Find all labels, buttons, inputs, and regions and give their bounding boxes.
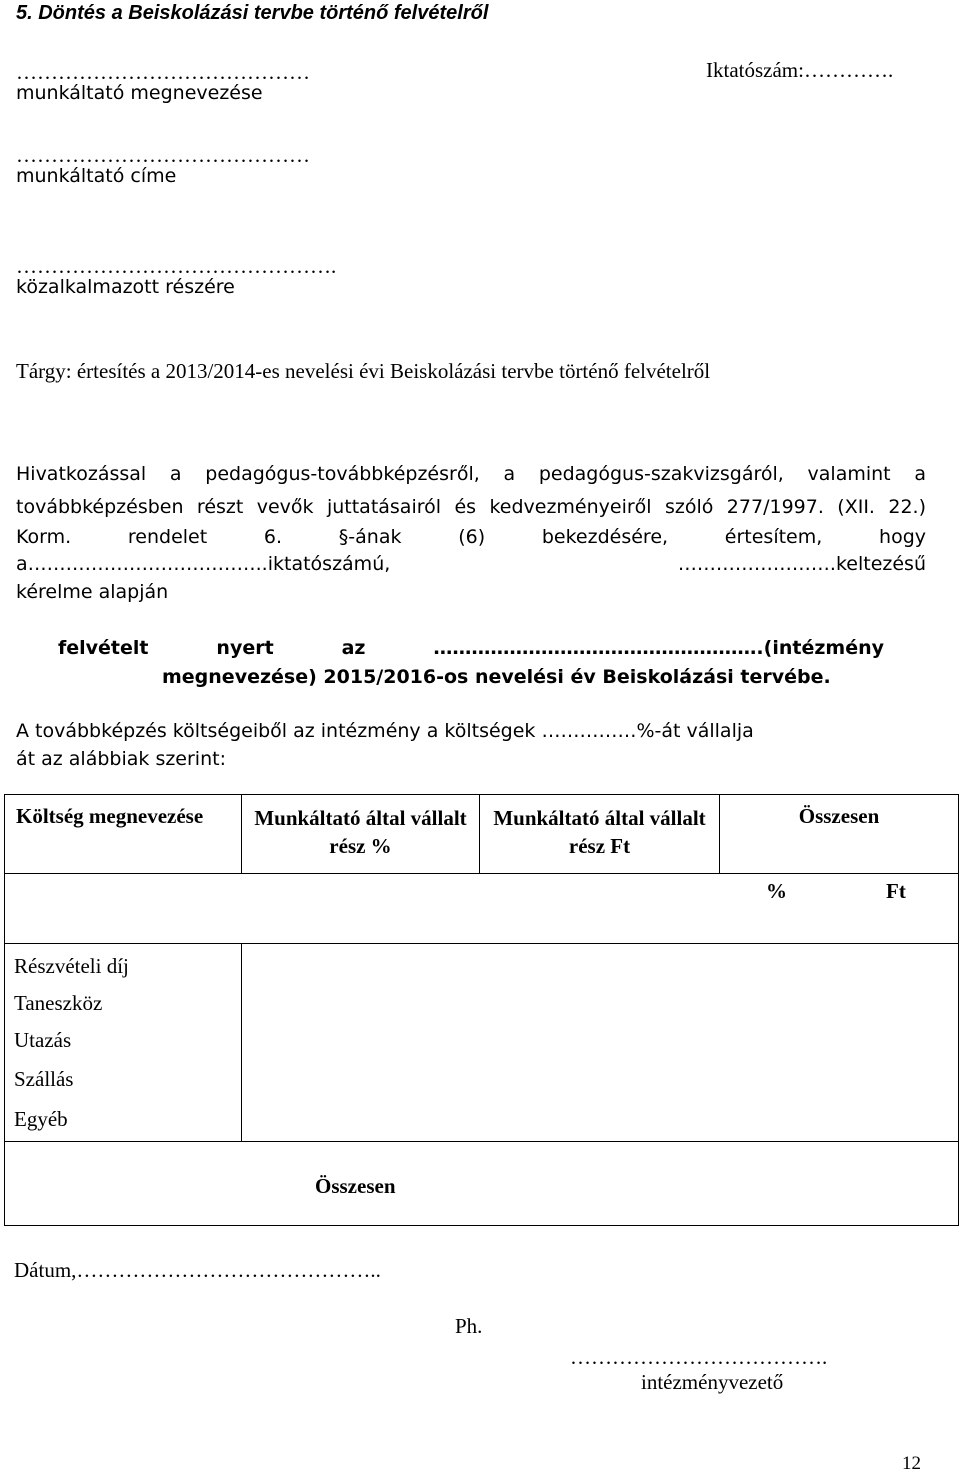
- employer-name-dots: ……………………………………: [16, 60, 310, 84]
- table-border-bottom: [4, 1225, 959, 1226]
- signature-label: intézményvezető: [641, 1370, 784, 1394]
- body-line-3: Korm. rendelet 6. §-ának (6) bekezdésére, értesítem, hogy: [16, 526, 926, 548]
- table-row-label: Utazás: [14, 1028, 72, 1052]
- header-total-ft: Ft: [886, 879, 906, 903]
- table-row-label: Szállás: [14, 1067, 74, 1091]
- cost-share-line-1: A továbbképzés költségeiből az intézmény a költségek ……………%-át vállalja: [16, 720, 754, 742]
- header-employer-percent: Munkáltató által vállalt rész %: [254, 806, 467, 858]
- page-number: 12: [902, 1453, 921, 1474]
- table-total-divider: [4, 1141, 959, 1142]
- header-total-percent: %: [766, 879, 787, 903]
- table-row-label: Egyéb: [14, 1107, 68, 1131]
- body-line-2: továbbképzésben részt vevők juttatásairól és kedvezményeiről szóló 277/1997. (XII. 22.): [16, 496, 926, 518]
- table-col-divider-1-body: [241, 943, 242, 1142]
- decision-line-1: felvételt nyert az …………………………………………….(intézmény: [58, 637, 884, 659]
- cost-share-line-2: át az alábbiak szerint:: [16, 748, 226, 770]
- table-total-label: Összesen: [315, 1174, 396, 1198]
- registry-number-label: Iktatószám:………….: [706, 58, 894, 82]
- body-line-4: a………………………………..iktatószámú, …………………….keltezésű: [16, 553, 926, 575]
- employee-label: közalkalmazott részére: [16, 276, 235, 298]
- section-heading: 5. Döntés a Beiskolázási tervbe történő felvételről: [16, 2, 489, 24]
- body-line-1: Hivatkozással a pedagógus-továbbképzésről, a pedagógus-szakvizsgáról, valamint a: [16, 463, 926, 485]
- table-border-right: [958, 794, 959, 1226]
- table-body-divider: [4, 943, 959, 944]
- signature-dots: ……………………………….: [570, 1345, 828, 1369]
- table-border-top: [4, 794, 959, 795]
- table-border-left: [4, 794, 5, 1226]
- table-header-divider: [4, 873, 959, 874]
- header-cost-name: Költség megnevezése: [16, 804, 204, 828]
- stamp-label: Ph.: [455, 1314, 483, 1338]
- employee-dots: ……………………………………….: [16, 254, 337, 278]
- body-line-5: kérelme alapján: [16, 581, 169, 603]
- header-total: Összesen: [798, 804, 880, 828]
- date-line: Dátum,……………………………………..: [14, 1258, 381, 1282]
- employer-address-label: munkáltató címe: [16, 165, 177, 187]
- header-employer-ft: Munkáltató által vállalt rész Ft: [493, 806, 706, 858]
- subject-line: Tárgy: értesítés a 2013/2014-es nevelési évi Beiskolázási tervbe történő felvételről: [16, 359, 711, 383]
- decision-line-2: megnevezése) 2015/2016-os nevelési év Beiskolázási tervébe.: [162, 666, 831, 688]
- employer-name-label: munkáltató megnevezése: [16, 82, 263, 104]
- table-row-label: Taneszköz: [14, 991, 103, 1015]
- employer-address-dots: ……………………………………: [16, 143, 310, 167]
- table-row-label: Részvételi díj: [14, 954, 129, 978]
